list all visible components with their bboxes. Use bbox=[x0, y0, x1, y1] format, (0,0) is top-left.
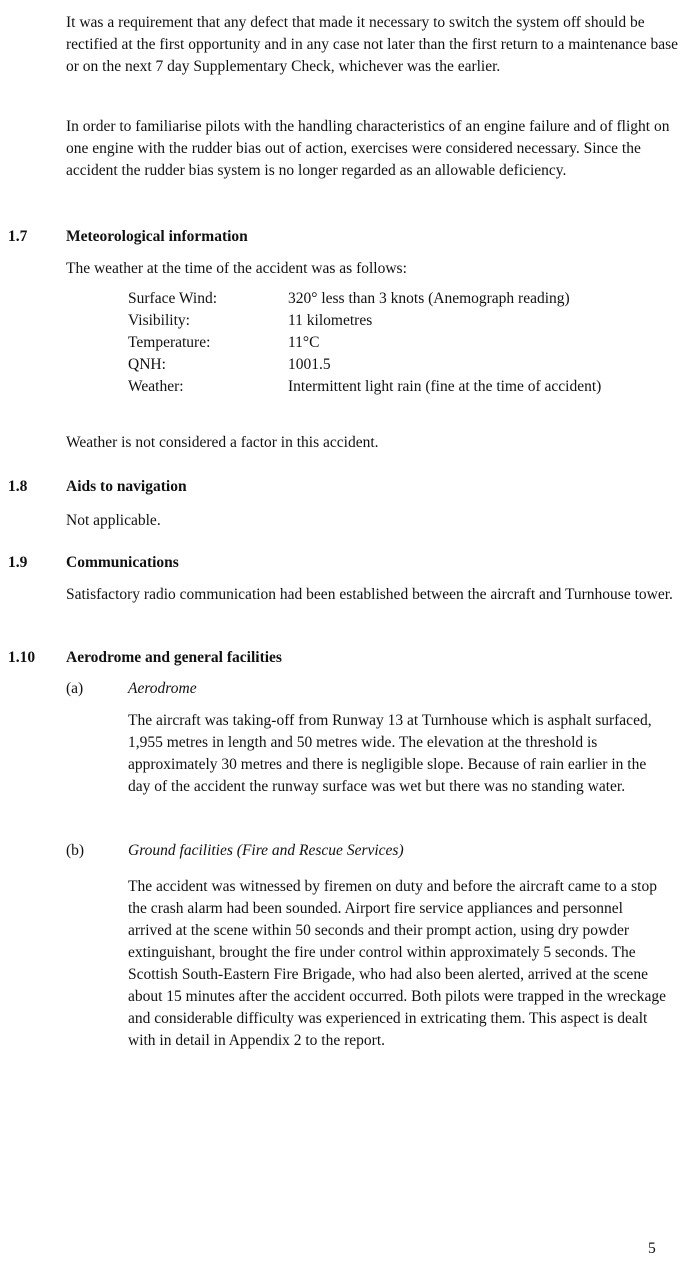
weather-label: Surface Wind: bbox=[128, 290, 218, 307]
page-number: 5 bbox=[648, 1240, 656, 1257]
aerodrome-body: The aircraft was taking-off from Runway 13 at Turnhouse which is asphalt surfaced, 1,955 metres in length and 50 metres wide. The elevation at the threshold is approximately 30 metres and there is negligible slope. Because of rain earlier in the day of the accident the runway surface was wet but there was no standing water. bbox=[128, 712, 652, 795]
weather-intro: The weather at the time of the accident was as follows: bbox=[66, 260, 407, 277]
subsection-title-aerodrome: Aerodrome bbox=[128, 680, 197, 697]
weather-value: Intermittent light rain (fine at the time of accident) bbox=[288, 378, 602, 395]
weather-label: QNH: bbox=[128, 356, 166, 373]
section-heading-aerodrome-facilities: Aerodrome and general facilities bbox=[66, 649, 282, 666]
weather-row bbox=[128, 376, 658, 398]
communications-body: Satisfactory radio communication had been established between the aircraft and Turnhouse tower. bbox=[66, 586, 673, 603]
weather-value: 1001.5 bbox=[288, 356, 331, 373]
weather-value: 11°C bbox=[288, 334, 320, 351]
weather-row bbox=[128, 288, 658, 310]
section-heading-aids-navigation: Aids to navigation bbox=[66, 478, 187, 495]
weather-row bbox=[128, 354, 658, 376]
weather-label: Weather: bbox=[128, 378, 184, 395]
ground-facilities-body: The accident was witnessed by firemen on duty and before the aircraft came to a stop the crash alarm had been sounded. Airport fire service appliances and personnel arrived at the scene within 50 seconds and their prompt action, using dry powder extinguishant, brought the fire under control within approximately 5 seconds. The Scottish South-Eastern Fire Brigade, who had also been alerted, arrived at the scene about 15 minutes after the accident occurred. Both pilots were trapped in the wreckage and considerable difficulty was experienced in extricating them. This aspect is dealt with in detail in Appendix 2 to the report. bbox=[128, 878, 666, 1049]
weather-value: 11 kilometres bbox=[288, 312, 373, 329]
weather-row bbox=[128, 310, 658, 332]
subsection-letter-a: (a) bbox=[66, 680, 84, 697]
weather-table bbox=[128, 288, 658, 398]
section-number-1-8: 1.8 bbox=[8, 478, 28, 495]
section-heading-communications: Communications bbox=[66, 554, 179, 571]
section-heading-meteorological: Meteorological information bbox=[66, 228, 248, 245]
section-number-1-10: 1.10 bbox=[8, 649, 36, 666]
section-number-1-7: 1.7 bbox=[8, 228, 28, 245]
weather-value: 320° less than 3 knots (Anemograph reading) bbox=[288, 290, 570, 307]
weather-label: Visibility: bbox=[128, 312, 190, 329]
paragraph-pilot-familiarisation: In order to familiarise pilots with the handling characteristics of an engine failure and of flight on one engine with the rudder bias out of action, exercises were considered necessary. Since the accident the rudder bias system is no longer regarded as an allowable deficiency. bbox=[66, 118, 670, 179]
weather-conclusion: Weather is not considered a factor in this accident. bbox=[66, 434, 379, 451]
section-number-1-9: 1.9 bbox=[8, 554, 28, 571]
aids-navigation-body: Not applicable. bbox=[66, 512, 161, 529]
subsection-title-ground-facilities: Ground facilities (Fire and Rescue Services) bbox=[128, 842, 404, 859]
subsection-letter-b: (b) bbox=[66, 842, 85, 859]
weather-label: Temperature: bbox=[128, 334, 211, 351]
weather-row bbox=[128, 332, 658, 354]
paragraph-defect-rectification: It was a requirement that any defect that made it necessary to switch the system off should be rectified at the first opportunity and in any case not later than the first return to a maintenance base or on the next 7 day Supplementary Check, whichever was the earlier. bbox=[66, 14, 679, 75]
